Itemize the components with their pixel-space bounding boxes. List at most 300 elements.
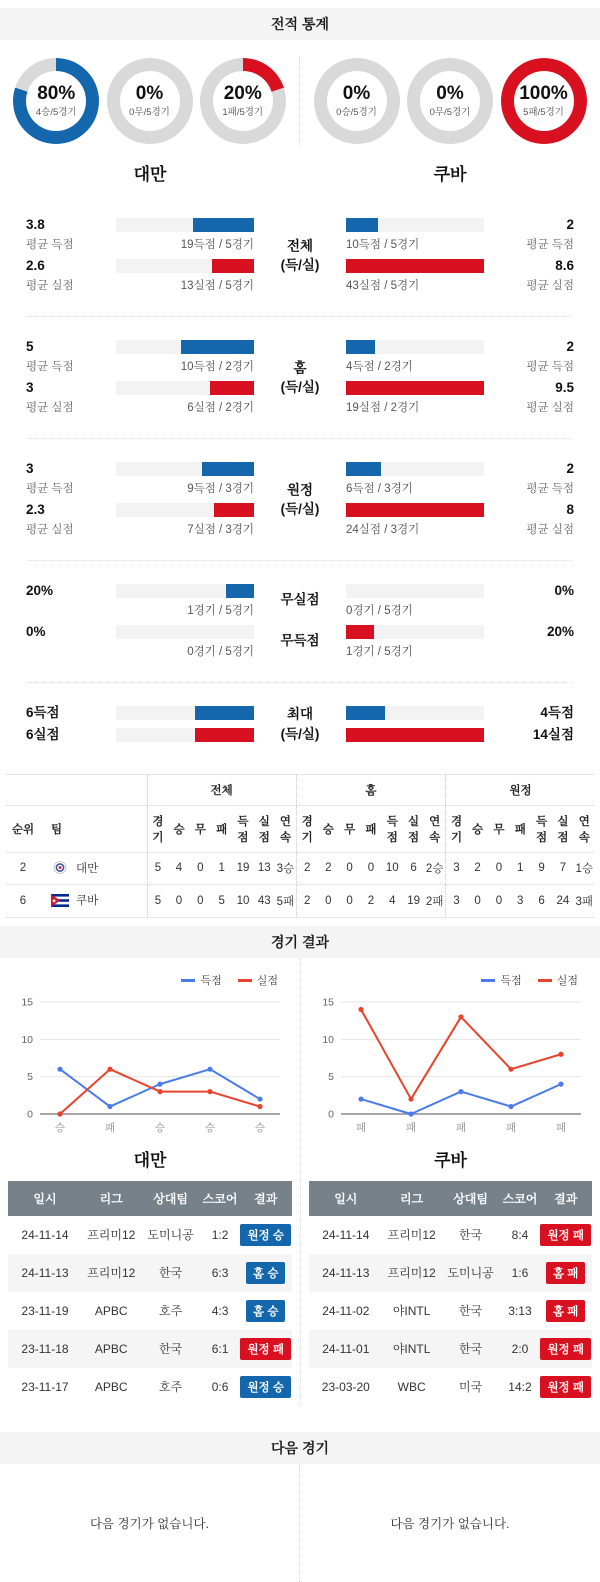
match-opponent: 한국	[458, 1342, 483, 1357]
bar-subtext: 6실점 / 2경기	[187, 402, 254, 414]
results-header: 상대팀	[140, 1181, 200, 1216]
bar-track	[116, 340, 254, 354]
stat-cell: 3	[517, 894, 524, 907]
match-result-cell	[539, 1330, 592, 1368]
stat-number: 2.6	[26, 258, 45, 273]
stat-cell: 0	[367, 862, 375, 875]
away-score-chart	[301, 968, 600, 1140]
stat-number: 3.8	[26, 217, 45, 232]
compare-group-label-line: 홈	[293, 359, 307, 375]
match-date: 24-11-14	[322, 1227, 370, 1242]
stat-number: 20%	[546, 624, 574, 639]
stat-label: 평균 실점	[526, 523, 574, 536]
match-date: 24-11-02	[322, 1303, 370, 1318]
stat-cell: 3	[446, 852, 467, 885]
bar-track	[116, 706, 254, 720]
bar-track	[346, 728, 484, 742]
compare-row	[26, 625, 574, 659]
legend-label: 실점	[256, 974, 278, 987]
stat-cell: 4	[389, 894, 396, 907]
stat-cell: 3	[446, 885, 467, 918]
stat-cell: 19	[407, 894, 420, 907]
home-results-title: 대만	[133, 1150, 167, 1170]
bar-track	[346, 584, 484, 598]
bar-subtext: 0경기 / 5경기	[187, 646, 254, 658]
stat-number: 3	[26, 461, 34, 476]
stat-cell: 0	[495, 862, 503, 875]
standings-subheader: 경기	[446, 805, 467, 852]
stat-cell: 43	[257, 894, 271, 907]
bar-subtext: 10득점 / 2경기	[180, 361, 254, 373]
match-result-cell	[239, 1368, 292, 1406]
next-match-area	[0, 1464, 600, 1582]
svg-text:5: 5	[27, 1070, 33, 1083]
stats-comparison	[0, 197, 600, 760]
result-badge: 원정 패	[540, 1224, 591, 1246]
compare-row	[26, 584, 574, 618]
compare-group-label-line: (득/실)	[280, 726, 320, 742]
standings-subheader: 패	[514, 823, 526, 836]
donut-sublabel: 0무/5경기	[429, 107, 471, 119]
stat-cell: 3승	[276, 863, 295, 876]
stat-number: 2.3	[26, 502, 45, 517]
stat-label: 평균 실점	[526, 401, 574, 414]
standings-subheader: 실점	[557, 815, 569, 844]
bar-subtext: 10득점 / 5경기	[346, 239, 420, 251]
donut-center	[26, 71, 86, 131]
compare-row-label: 무득점	[280, 633, 320, 648]
match-result-cell	[539, 1292, 592, 1330]
standings-subheader: 경기	[147, 805, 168, 852]
donut-sublabel: 0무/5경기	[129, 107, 170, 119]
stat-number: 0%	[554, 583, 574, 598]
svg-text:10: 10	[21, 1033, 33, 1046]
bar-subtext: 4득점 / 2경기	[346, 361, 413, 373]
standings-subheader: 득점	[237, 815, 249, 844]
home-stat-bar	[116, 706, 254, 720]
match-opponent: 호주	[158, 1304, 183, 1319]
legend-label: 실점	[556, 974, 578, 987]
stat-number: 14실점	[532, 726, 574, 742]
svg-text:패: 패	[505, 1121, 516, 1134]
match-score: 1:2	[211, 1227, 229, 1242]
stat-cell: 1승	[575, 863, 594, 876]
results-header: 일시	[8, 1181, 82, 1216]
standings-subheader: 연속	[578, 815, 590, 844]
donut-percent: 0%	[135, 82, 164, 104]
legend-label: 득점	[200, 974, 222, 987]
match-league: APBC	[94, 1379, 128, 1394]
bar-track	[346, 259, 484, 273]
compare-group	[26, 571, 574, 672]
standings-subheader: 무	[344, 823, 356, 836]
compare-group-label-line: 최대	[286, 706, 314, 722]
standings-subheader: 무	[194, 823, 206, 836]
match-result-cell	[239, 1216, 292, 1254]
bar-fill	[226, 584, 254, 598]
bar-subtext: 7실점 / 3경기	[187, 524, 254, 536]
standings-row	[5, 852, 595, 885]
standings-subheader: 패	[365, 823, 377, 836]
stat-label: 평균 득점	[526, 482, 574, 495]
results-header: 결과	[539, 1181, 592, 1216]
table-row	[8, 1292, 292, 1330]
legend-item	[238, 972, 278, 988]
bar-track	[116, 462, 254, 476]
stat-label: 평균 실점	[526, 279, 574, 292]
table-row	[8, 1254, 292, 1292]
donut-percent: 20%	[223, 82, 262, 104]
match-league: APBC	[94, 1303, 128, 1318]
standings-subheader: 연속	[279, 815, 291, 844]
stat-cell: 2	[296, 852, 317, 885]
results-header: 상대팀	[441, 1181, 501, 1216]
stat-number: 4득점	[540, 705, 574, 720]
match-score: 8:4	[511, 1227, 529, 1242]
stat-number: 8	[566, 502, 574, 517]
bar-fill	[181, 340, 254, 354]
win-rate-donut	[13, 58, 99, 144]
match-opponent: 한국	[458, 1304, 483, 1319]
svg-text:승: 승	[154, 1121, 166, 1134]
away-stat-bar	[346, 728, 484, 742]
legend-label: 득점	[500, 974, 522, 987]
match-league: 야INTL	[392, 1342, 431, 1357]
stat-cell: 13	[257, 862, 271, 875]
bar-track	[116, 381, 254, 395]
legend-item	[481, 972, 521, 988]
compare-group-label	[26, 480, 574, 519]
match-opponent: 한국	[458, 1228, 483, 1243]
stat-number: 20%	[26, 583, 54, 598]
result-badge: 원정 승	[240, 1224, 291, 1246]
donut-sublabel: 0승/5경기	[336, 107, 377, 119]
match-opponent: 미국	[458, 1380, 483, 1395]
match-result-cell	[239, 1330, 292, 1368]
legend-swatch	[238, 979, 252, 982]
stat-number: 6실점	[26, 726, 60, 742]
stat-cell: 2	[325, 862, 332, 875]
stat-cell: 2	[367, 894, 375, 907]
svg-text:패: 패	[104, 1121, 116, 1134]
standings-subheader: 실점	[258, 815, 270, 844]
compare-group-label-line: (득/실)	[280, 379, 320, 395]
match-result-cell	[539, 1368, 592, 1406]
compare-group-label-line: 원정	[286, 481, 314, 497]
svg-text:10: 10	[321, 1033, 334, 1046]
stat-number: 2	[566, 217, 574, 232]
stat-cell: 0	[197, 862, 204, 875]
compare-group-label	[26, 705, 574, 744]
stat-cell: 0	[474, 894, 481, 907]
stat-cell: 0	[346, 894, 353, 907]
standings-group-header-row	[5, 774, 595, 805]
stat-number: 5	[26, 339, 34, 354]
results-header-row	[8, 1181, 292, 1216]
away-stat-value	[492, 584, 574, 599]
results-header: 리그	[82, 1181, 140, 1216]
bar-track	[116, 625, 254, 639]
table-row	[309, 1368, 592, 1406]
home-donuts	[0, 56, 300, 146]
away-stat-bar	[346, 584, 484, 618]
compare-group-label-line: (득/실)	[280, 501, 320, 517]
bar-track	[346, 340, 484, 354]
donut-percent: 0%	[436, 82, 464, 104]
match-league: 프리미12	[87, 1266, 136, 1281]
result-badge: 원정 패	[540, 1376, 591, 1398]
results-header-row	[309, 1181, 592, 1216]
stat-cell: 2패	[425, 895, 444, 908]
standings-subheader-row	[5, 805, 595, 852]
match-date: 23-11-17	[21, 1379, 69, 1394]
results-section-title: 경기 결과	[0, 926, 600, 958]
compare-group-label-line: (득/실)	[280, 257, 320, 273]
bar-fill	[346, 462, 381, 476]
taiwan-flag-icon	[51, 861, 69, 874]
away-results-title: 쿠바	[434, 1150, 467, 1170]
results-panels	[0, 958, 600, 1406]
win-rate-donut	[107, 58, 193, 144]
compare-row-label	[262, 340, 338, 344]
match-league: APBC	[94, 1341, 128, 1356]
bar-fill	[346, 625, 374, 639]
results-table	[309, 1181, 592, 1406]
home-stat-bar	[116, 381, 254, 415]
result-badge: 홈 패	[546, 1300, 585, 1322]
compare-row-label: 무실점	[280, 592, 320, 607]
bar-track	[116, 584, 254, 598]
chart-legend	[301, 968, 600, 988]
match-date: 23-11-18	[21, 1341, 69, 1356]
stat-label: 평균 실점	[26, 401, 74, 414]
rank-header: 순위	[11, 823, 35, 836]
stat-cell: 10	[385, 862, 399, 875]
team-cell-name: 쿠바	[76, 895, 99, 908]
stat-cell: 1	[517, 862, 524, 875]
donut-center	[120, 71, 180, 131]
bar-track	[346, 503, 484, 517]
home-next-match-empty: 다음 경기가 없습니다.	[0, 1464, 300, 1582]
result-badge: 원정 패	[240, 1338, 291, 1360]
donut-sublabel: 4승/5경기	[35, 107, 77, 119]
match-opponent: 한국	[158, 1266, 183, 1281]
stat-number: 0%	[26, 624, 46, 639]
results-header: 스코어	[501, 1181, 540, 1216]
team-cell-inner	[51, 892, 98, 908]
bar-track	[346, 462, 484, 476]
results-header: 결과	[239, 1181, 292, 1216]
legend-item	[538, 972, 578, 988]
team-header: 팀	[51, 823, 63, 836]
stat-cell: 19	[236, 862, 250, 875]
home-stat-bar	[116, 584, 254, 618]
bar-fill	[346, 340, 375, 354]
table-row	[309, 1292, 592, 1330]
home-results-panel	[0, 958, 300, 1406]
match-score: 4:3	[211, 1303, 229, 1318]
standings-row	[5, 885, 595, 918]
standings-subheader: 경기	[296, 805, 317, 852]
bar-track	[346, 218, 484, 232]
svg-text:승: 승	[54, 1121, 66, 1134]
standings-group-header: 홈	[296, 774, 445, 805]
stat-cell: 5패	[276, 895, 295, 908]
stat-cell: 24	[556, 894, 570, 907]
svg-text:패: 패	[355, 1121, 366, 1134]
bar-fill	[195, 728, 254, 742]
bar-fill	[346, 381, 484, 395]
bar-fill	[346, 503, 484, 517]
match-opponent: 한국	[158, 1342, 183, 1357]
compare-group	[26, 327, 574, 428]
away-stat-bar	[346, 503, 484, 537]
win-rate-donut	[501, 58, 587, 144]
legend-swatch	[481, 979, 495, 982]
bar-track	[116, 728, 254, 742]
standings-subheader: 무	[493, 823, 505, 836]
home-results-table-wrap	[0, 1181, 300, 1406]
stat-cell: 7	[559, 862, 567, 875]
bar-subtext: 9득점 / 3경기	[187, 483, 254, 495]
away-stat-bar	[346, 706, 484, 720]
result-badge: 홈 승	[246, 1300, 285, 1322]
bar-fill	[195, 706, 254, 720]
results-table	[8, 1181, 292, 1406]
standings-subheader: 승	[472, 823, 484, 836]
home-stat-value	[26, 584, 108, 599]
svg-text:5: 5	[327, 1070, 334, 1083]
match-league: WBC	[397, 1379, 426, 1394]
stat-cell: 2	[296, 885, 317, 918]
bar-subtext: 13실점 / 5경기	[180, 280, 254, 292]
bar-track	[116, 503, 254, 517]
match-score: 0:6	[211, 1379, 229, 1394]
bar-fill	[346, 218, 378, 232]
result-badge: 홈 승	[246, 1262, 285, 1284]
bar-track	[116, 218, 254, 232]
stat-cell: 5	[147, 852, 168, 885]
match-opponent: 도미니공	[147, 1228, 194, 1243]
bar-subtext: 19실점 / 2경기	[346, 402, 420, 414]
stat-cell: 1	[218, 862, 225, 875]
bar-fill	[210, 381, 254, 395]
match-score: 6:3	[211, 1265, 229, 1280]
stat-label: 평균 득점	[26, 482, 74, 495]
match-result-cell	[239, 1292, 292, 1330]
stat-cell: 0	[197, 894, 204, 907]
compare-row-label	[262, 462, 338, 466]
standings-subheader: 득점	[386, 815, 398, 844]
stat-label: 평균 득점	[26, 238, 74, 251]
home-stat-value	[26, 625, 108, 640]
stat-label: 평균 득점	[26, 360, 74, 373]
chart-legend	[0, 968, 300, 988]
away-results-table-wrap	[301, 1181, 600, 1406]
stat-cell: 10	[236, 894, 250, 907]
stat-cell: 0	[495, 894, 503, 907]
match-league: 프리미12	[387, 1266, 436, 1281]
group-separator	[28, 682, 572, 683]
donut-sublabel: 1패/5경기	[222, 107, 264, 119]
team-cell	[41, 885, 147, 918]
match-league: 프리미12	[87, 1228, 136, 1243]
win-rate-donut	[407, 58, 493, 144]
match-date: 24-11-13	[322, 1265, 370, 1280]
bar-subtext: 1경기 / 5경기	[346, 646, 413, 658]
match-opponent: 도미니공	[447, 1266, 494, 1281]
stat-number: 8.6	[555, 258, 574, 273]
table-row	[309, 1254, 592, 1292]
win-rate-donuts	[0, 40, 600, 150]
table-row	[309, 1330, 592, 1368]
cuba-flag-icon	[51, 894, 69, 907]
stat-cell: 9	[538, 862, 545, 875]
result-badge: 원정 승	[240, 1376, 291, 1398]
standings-table	[5, 774, 595, 918]
line-chart	[8, 990, 292, 1140]
bar-subtext: 19득점 / 5경기	[180, 239, 254, 251]
win-rate-donut	[314, 58, 400, 144]
next-section-title: 다음 경기	[0, 1432, 600, 1464]
stat-number: 3	[26, 380, 34, 395]
match-score: 14:2	[508, 1379, 532, 1394]
bar-subtext: 0경기 / 5경기	[346, 605, 413, 617]
match-date: 23-03-20	[321, 1379, 370, 1394]
stat-cell: 6	[410, 862, 417, 875]
bar-fill	[193, 218, 254, 232]
bar-subtext: 6득점 / 3경기	[346, 483, 413, 495]
stat-number: 2	[566, 339, 574, 354]
group-separator	[28, 560, 572, 561]
rank-cell: 6	[19, 894, 27, 907]
svg-text:승: 승	[204, 1121, 216, 1134]
match-league: 프리미12	[387, 1228, 436, 1243]
match-score: 2:0	[511, 1341, 529, 1356]
stat-label: 평균 실점	[26, 523, 74, 536]
stat-number: 2	[566, 461, 574, 476]
match-date: 24-11-13	[21, 1265, 69, 1280]
results-header: 스코어	[201, 1181, 240, 1216]
team-names-row	[0, 150, 600, 197]
match-score: 6:1	[211, 1341, 229, 1356]
compare-row-label	[262, 218, 338, 222]
donut-center	[213, 71, 273, 131]
away-next-match-empty: 다음 경기가 없습니다.	[390, 1516, 510, 1531]
home-team-name: 대만	[133, 165, 167, 184]
result-badge: 홈 패	[546, 1262, 585, 1284]
svg-text:패: 패	[555, 1121, 566, 1134]
compare-group-label-line: 전체	[286, 237, 314, 253]
away-stat-bar	[346, 381, 484, 415]
home-score-chart	[0, 968, 300, 1140]
table-row	[8, 1368, 292, 1406]
result-badge: 원정 패	[540, 1338, 591, 1360]
standings-subheader: 승	[322, 823, 334, 836]
svg-text:15: 15	[21, 996, 33, 1009]
home-stat-bar	[116, 503, 254, 537]
group-separator	[28, 316, 572, 317]
stat-cell: 0	[325, 894, 332, 907]
donut-center	[420, 71, 480, 131]
bar-fill	[346, 728, 484, 742]
standings-table-wrap	[0, 774, 600, 918]
standings-subheader: 득점	[536, 815, 548, 844]
standings-subheader: 연속	[429, 815, 441, 844]
home-stat-bar	[116, 625, 254, 659]
results-header: 일시	[309, 1181, 383, 1216]
group-separator	[28, 438, 572, 439]
